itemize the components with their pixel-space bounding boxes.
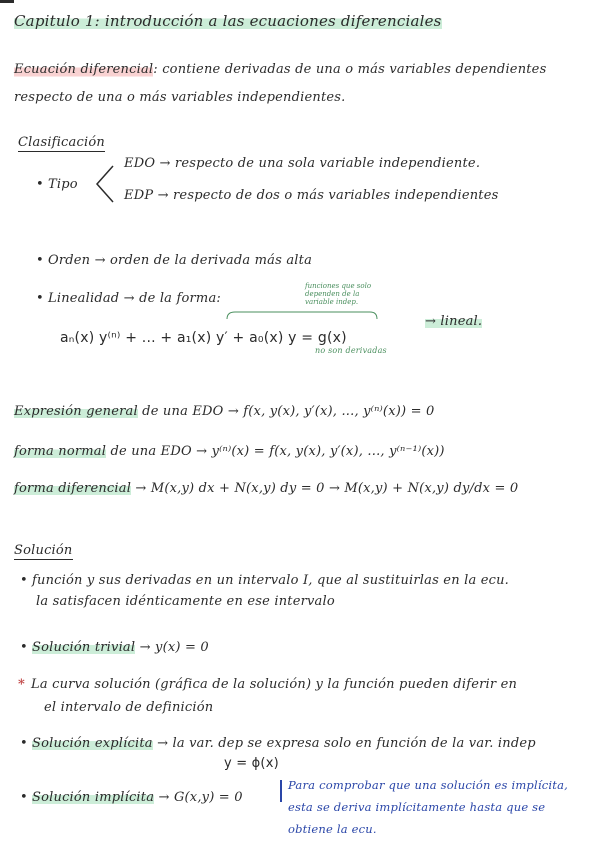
orden-item: • Orden → orden de la derivada más alta bbox=[36, 253, 313, 268]
star-icon: * bbox=[18, 677, 25, 692]
tipo-label: • Tipo bbox=[36, 177, 78, 192]
solucion-implicita: • Solución implícita → G(x,y) = 0 bbox=[20, 790, 243, 805]
curva-line-1: * La curva solución (gráfica de la solución) y la función pueden diferir en bbox=[18, 677, 518, 692]
brace-icon bbox=[93, 164, 117, 204]
solucion-explicita: • Solución explícita → la var. dep se expresa solo en función de la var. indep bbox=[20, 736, 536, 751]
edo-item: EDO → respecto de una sola variable independiente. bbox=[124, 156, 481, 171]
implicita-divider bbox=[280, 780, 282, 802]
linealidad-note-bottom: no son derivadas bbox=[315, 346, 387, 355]
page-title: Capitulo 1: introducción a las ecuaciones diferenciales bbox=[14, 12, 442, 30]
curva-line-2: el intervalo de definición bbox=[44, 700, 214, 715]
definition-term: Ecuación diferencial bbox=[14, 62, 154, 77]
solucion-heading: Solución bbox=[14, 543, 73, 558]
forma-normal: forma normal de una EDO → y⁽ⁿ⁾(x) = f(x, y(x), y′(x), ..., y⁽ⁿ⁻¹⁾(x)) bbox=[14, 444, 445, 459]
bracket-icon bbox=[225, 310, 380, 320]
definition-rest: : contiene derivadas de una o más variables dependientes bbox=[153, 62, 547, 77]
solucion-def-2: la satisfacen idénticamente en ese intervalo bbox=[36, 594, 335, 609]
implicita-note-3: obtiene la ecu. bbox=[288, 822, 377, 836]
explicita-equation: y = ϕ(x) bbox=[224, 756, 279, 771]
implicita-note-2: esta se deriva implícitamente hasta que se bbox=[288, 800, 546, 814]
corner-mark bbox=[0, 0, 14, 3]
clasificacion-heading: Clasificación bbox=[18, 135, 105, 150]
linealidad-note-top: funciones que solo dependen de la variable indep. bbox=[305, 282, 372, 306]
implicita-note-1: Para comprobar que una solución es implícita, bbox=[288, 778, 568, 792]
linealidad-item: • Linealidad → de la forma: bbox=[36, 291, 221, 306]
linealidad-equation: aₙ(x) y⁽ⁿ⁾ + ... + a₁(x) y′ + a₀(x) y = g(x) bbox=[60, 330, 347, 346]
definition-line-2: respecto de una o más variables independientes. bbox=[14, 90, 346, 105]
forma-diferencial: forma diferencial → M(x,y) dx + N(x,y) dy = 0 → M(x,y) + N(x,y) dy/dx = 0 bbox=[14, 481, 519, 496]
definition-line-1 bbox=[14, 62, 546, 77]
solucion-def-1: • función y sus derivadas en un intervalo I, que al sustituirlas en la ecu. bbox=[20, 573, 510, 588]
edp-item: EDP → respecto de dos o más variables independientes bbox=[124, 188, 499, 203]
solucion-trivial: • Solución trivial → y(x) = 0 bbox=[20, 640, 209, 655]
expresion-general: Expresión general de una EDO → f(x, y(x), y′(x), ..., y⁽ⁿ⁾(x)) = 0 bbox=[14, 404, 435, 419]
lineal-label: → lineal. bbox=[425, 314, 483, 329]
